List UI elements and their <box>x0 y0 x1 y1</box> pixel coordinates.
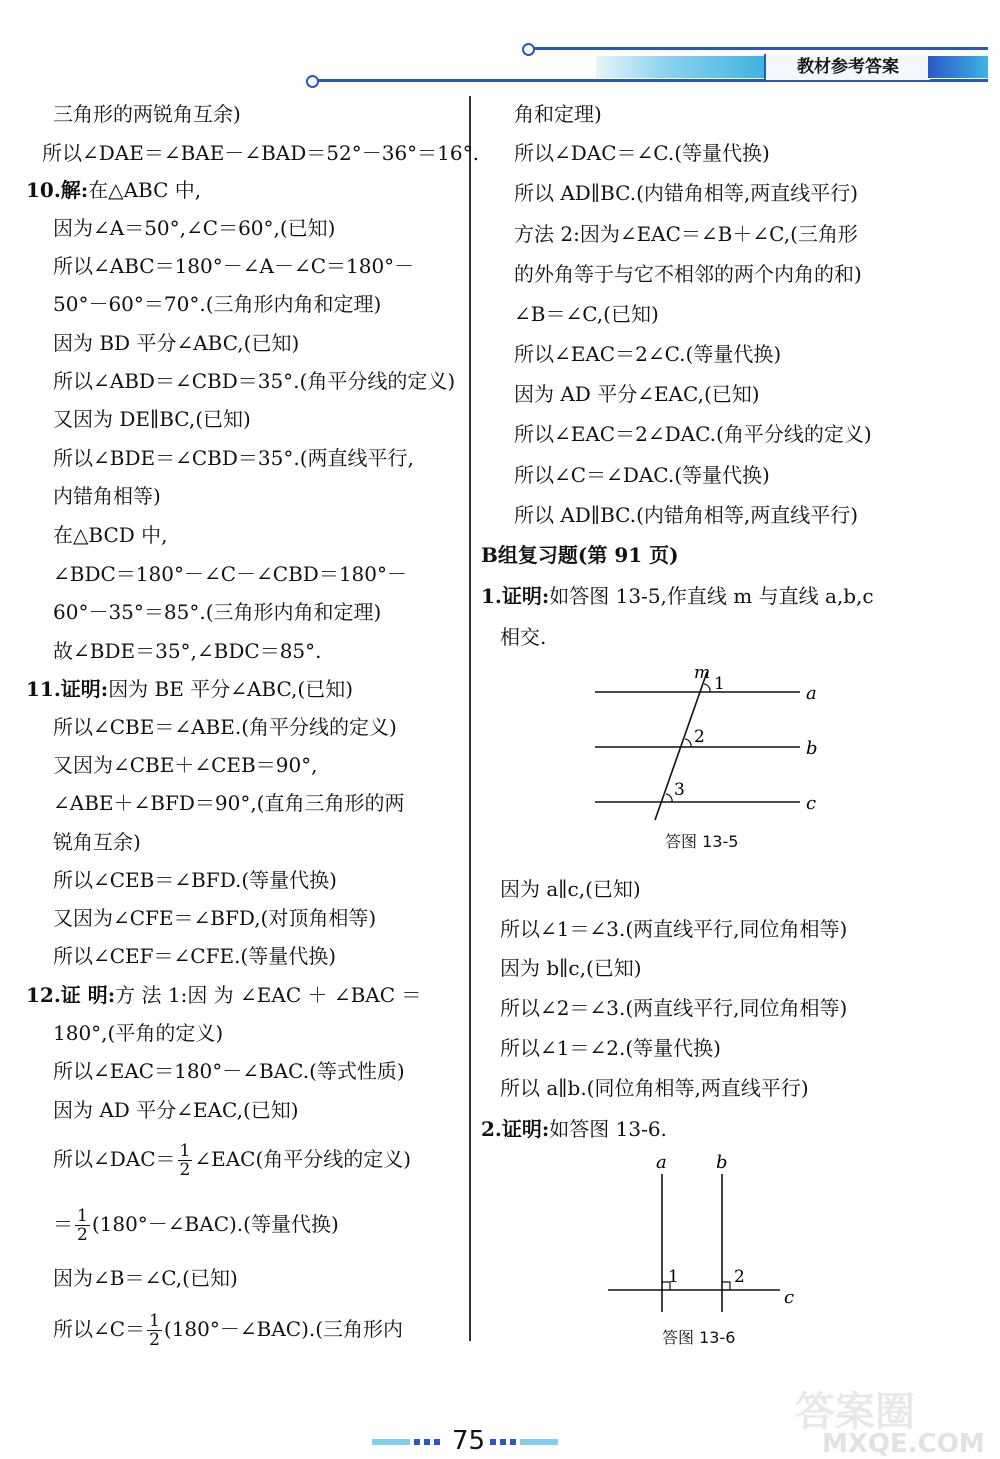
left-line-27: 因为 AD 平分∠EAC,(已知) <box>53 1098 299 1122</box>
left-line-28 <box>53 1142 411 1179</box>
fraction-numerator: 1 <box>77 1206 88 1226</box>
right-line-4: 方法 2:因为∠EAC＝∠B＋∠C,(三角形 <box>514 222 858 246</box>
left-line-11: 内错角相等) <box>53 484 161 508</box>
left-line-6: 50°－60°＝70°.(三角形内角和定理) <box>53 292 382 316</box>
fraction-one-half-2 <box>75 1207 90 1244</box>
fraction-denominator: 2 <box>77 1225 88 1245</box>
section-b-heading: B组复习题(第 91 页) <box>481 543 679 567</box>
angle-arc-2 <box>685 739 691 747</box>
right-line-11: 所以 AD∥BC.(内错角相等,两直线平行) <box>514 503 859 527</box>
l29-prefix: ＝ <box>53 1212 73 1236</box>
label-a: a <box>806 683 817 704</box>
right-line-10: 所以∠C＝∠DAC.(等量代换) <box>514 463 770 487</box>
left-line-23: 所以∠CEF＝∠CFE.(等量代换) <box>53 944 337 968</box>
right-line-19: 所以∠1＝∠2.(等量代换) <box>500 1036 721 1060</box>
left-line-4: 因为∠A＝50°,∠C＝60°,(已知) <box>53 216 336 240</box>
label-c: c <box>806 793 817 814</box>
left-line-12: 在△BCD 中, <box>53 523 168 547</box>
q11-text: 因为 BE 平分∠ABC,(已知) <box>108 677 354 701</box>
left-line-20: 锐角互余) <box>53 830 141 854</box>
right-line-8: 因为 AD 平分∠EAC,(已知) <box>514 382 760 406</box>
fraction-numerator: 1 <box>179 1141 191 1161</box>
left-line-21: 所以∠CEB＝∠BFD.(等量代换) <box>53 868 337 892</box>
fraction-denominator: 2 <box>149 1330 160 1350</box>
q10-label: 10.解: <box>26 178 89 202</box>
angle-arc-1 <box>704 684 710 692</box>
q12-text: 方 法 1:因 为 ∠EAC ＋ ∠BAC ＝ <box>115 983 422 1007</box>
left-line-13: ∠BDC＝180°－∠C－∠CBD＝180°－ <box>53 562 407 586</box>
q10-text: 在△ABC 中, <box>88 178 202 202</box>
right-line-14: 相交. <box>500 625 547 649</box>
fraction-denominator: 2 <box>179 1160 191 1180</box>
left-line-8: 所以∠ABD＝∠CBD＝35°.(角平分线的定义) <box>53 369 456 393</box>
l31-prefix: 所以∠C＝ <box>53 1317 146 1341</box>
watermark-url: MXQE.COM <box>822 1429 985 1459</box>
b2-line <box>481 1116 667 1142</box>
left-line-25: 180°,(平角的定义) <box>53 1021 224 1045</box>
left-line-30: 因为∠B＝∠C,(已知) <box>53 1266 238 1290</box>
b1-line <box>481 583 874 609</box>
header-top-rule <box>533 47 988 50</box>
fraction-one-half <box>178 1142 193 1179</box>
left-line-17: 所以∠CBE＝∠ABE.(角平分线的定义) <box>53 715 397 739</box>
column-divider <box>469 96 471 1341</box>
right-line-1: 角和定理) <box>514 102 602 126</box>
b2-label: 2.证明: <box>481 1117 550 1141</box>
right-line-5: 的外角等于与它不相邻的两个内角的和) <box>514 262 862 286</box>
figure-13-5-caption: 答图 13-5 <box>665 832 739 851</box>
label-angle-1: 1 <box>668 1267 679 1287</box>
watermark-logo: 答案圈 <box>795 1389 915 1435</box>
page-number: 75 <box>452 1426 486 1456</box>
label-c: c <box>784 1287 795 1308</box>
left-line-9: 又因为 DE∥BC,(已知) <box>53 407 251 431</box>
left-line-31 <box>53 1312 403 1349</box>
left-line-1: 三角形的两锐角互余) <box>53 102 241 126</box>
header-gradient-band <box>596 56 764 78</box>
label-m: m <box>694 663 711 683</box>
label-angle-2: 2 <box>694 727 705 747</box>
q11-label: 11.证明: <box>26 677 109 701</box>
right-line-15: 因为 a∥c,(已知) <box>500 877 641 901</box>
right-line-2: 所以∠DAC＝∠C.(等量代换) <box>514 141 770 165</box>
left-line-14: 60°－35°＝85°.(三角形内角和定理) <box>53 600 382 624</box>
left-line-19: ∠ABE＋∠BFD＝90°,(直角三角形的两 <box>53 791 405 815</box>
right-line-6: ∠B＝∠C,(已知) <box>514 302 659 326</box>
right-angle-mark-2 <box>722 1282 730 1290</box>
page-number-ornament-left <box>372 1438 442 1446</box>
angle-arc-3 <box>666 794 672 802</box>
b2-text: 如答图 13-6. <box>549 1117 667 1141</box>
left-line-22: 又因为∠CFE＝∠BFD,(对顶角相等) <box>53 906 377 930</box>
right-line-20: 所以 a∥b.(同位角相等,两直线平行) <box>500 1076 809 1100</box>
label-angle-2: 2 <box>734 1267 745 1287</box>
q12-label: 12.证 明: <box>26 983 116 1007</box>
label-b: b <box>806 738 818 759</box>
l29-suffix: (180°－∠BAC).(等量代换) <box>91 1212 339 1236</box>
figure-13-5 <box>590 662 830 832</box>
b1-label: 1.证明: <box>481 584 550 608</box>
right-line-17: 因为 b∥c,(已知) <box>500 956 642 980</box>
figure-13-6-caption: 答图 13-6 <box>662 1328 736 1347</box>
b1-text: 如答图 13-5,作直线 m 与直线 a,b,c <box>549 584 874 608</box>
header-label: 教材参考答案 <box>764 54 930 80</box>
fraction-numerator: 1 <box>149 1311 160 1331</box>
right-line-9: 所以∠EAC＝2∠DAC.(角平分线的定义) <box>514 422 872 446</box>
left-line-7: 因为 BD 平分∠ABC,(已知) <box>53 331 300 355</box>
left-line-26: 所以∠EAC＝180°－∠BAC.(等式性质) <box>53 1059 405 1083</box>
label-angle-1: 1 <box>714 674 725 694</box>
left-line-29 <box>53 1207 339 1244</box>
l28-prefix: 所以∠DAC＝ <box>53 1147 176 1171</box>
label-a: a <box>656 1152 667 1173</box>
q12-line <box>26 982 421 1008</box>
header-end-band <box>928 56 988 78</box>
left-line-5: 所以∠ABC＝180°－∠A－∠C＝180°－ <box>53 254 415 278</box>
right-line-18: 所以∠2＝∠3.(两直线平行,同位角相等) <box>500 996 848 1020</box>
fraction-one-half-3 <box>147 1312 162 1349</box>
left-line-15: 故∠BDE＝35°,∠BDC＝85°. <box>53 639 322 663</box>
right-line-16: 所以∠1＝∠3.(两直线平行,同位角相等) <box>500 917 848 941</box>
q10-line <box>26 177 201 203</box>
l28-suffix: ∠EAC(角平分线的定义) <box>194 1147 412 1171</box>
right-line-3: 所以 AD∥BC.(内错角相等,两直线平行) <box>514 181 859 205</box>
right-line-7: 所以∠EAC＝2∠C.(等量代换) <box>514 342 782 366</box>
left-line-2: 所以∠DAE＝∠BAE－∠BAD＝52°－36°＝16°. <box>42 141 479 165</box>
page-number-ornament-right <box>490 1438 560 1446</box>
left-line-10: 所以∠BDE＝∠CBD＝35°.(两直线平行, <box>53 446 414 470</box>
label-b: b <box>716 1152 728 1173</box>
label-angle-3: 3 <box>674 780 685 800</box>
l31-suffix: (180°－∠BAC).(三角形内 <box>163 1317 404 1341</box>
q11-line <box>26 676 353 702</box>
figure-13-6 <box>600 1150 810 1320</box>
left-line-18: 又因为∠CBE＋∠CEB＝90°, <box>53 753 318 777</box>
